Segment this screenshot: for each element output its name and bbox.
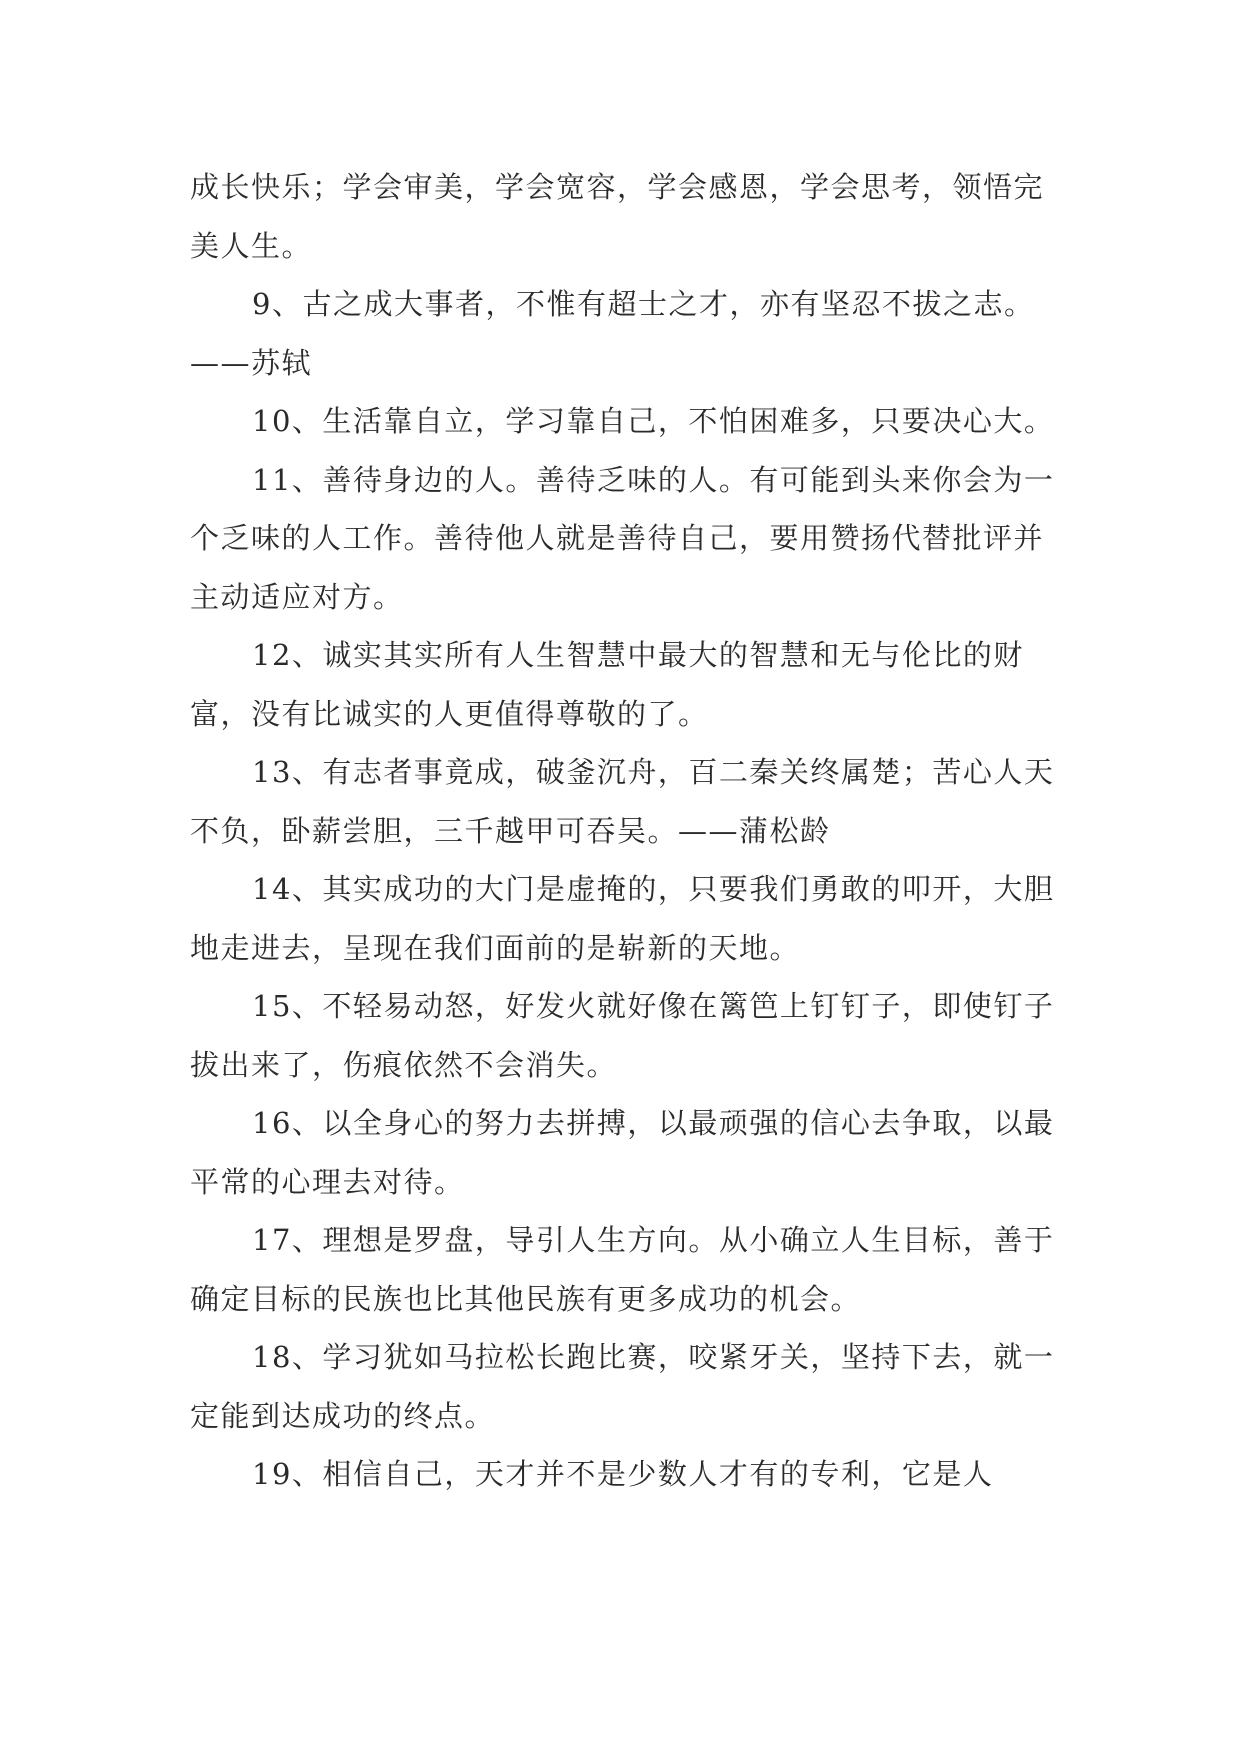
- paragraph-quote-17: 17、理想是罗盘，导引人生方向。从小确立人生目标，善于确定目标的民族也比其他民族有更多成功的机会。: [190, 1223, 1055, 1316]
- paragraph-quote-19: 19、相信自己，天才并不是少数人才有的专利，它是人: [252, 1457, 994, 1491]
- paragraph-quote-16: 16、以全身心的努力去拼搏，以最顽强的信心去争取，以最平常的心理去对待。: [190, 1106, 1055, 1199]
- paragraph-quote-14: 14、其实成功的大门是虚掩的，只要我们勇敢的叩开，大胆地走进去，呈现在我们面前的是崭新的天地。: [190, 872, 1055, 965]
- paragraph-quote-10: 10、生活靠自立，学习靠自己，不怕困难多，只要决心大。: [252, 404, 1055, 438]
- document-body: [190, 158, 1058, 1504]
- paragraph-quote-18: 18、学习犹如马拉松长跑比赛，咬紧牙关，坚持下去，就一定能到达成功的终点。: [190, 1340, 1055, 1433]
- paragraph-quote-9: 9、古之成大事者，不惟有超士之才，亦有坚忍不拔之志。——苏轼: [190, 287, 1035, 380]
- paragraph-continuation: 成长快乐；学会审美，学会宽容，学会感恩，学会思考，领悟完美人生。: [190, 170, 1045, 263]
- paragraph-quote-11: 11、善待身边的人。善待乏味的人。有可能到头来你会为一个乏味的人工作。善待他人就是善待自己，要用赞扬代替批评并主动适应对方。: [190, 462, 1055, 614]
- paragraph-quote-13: 13、有志者事竟成，破釜沉舟，百二秦关终属楚；苦心人天不负，卧薪尝胆，三千越甲可吞吴。——蒲松龄: [190, 755, 1055, 848]
- paragraph-quote-15: 15、不轻易动怒，好发火就好像在篱笆上钉钉子，即使钉子拔出来了，伤痕依然不会消失。: [190, 989, 1055, 1082]
- paragraph-quote-12: 12、诚实其实所有人生智慧中最大的智慧和无与伦比的财富，没有比诚实的人更值得尊敬的了。: [190, 638, 1024, 731]
